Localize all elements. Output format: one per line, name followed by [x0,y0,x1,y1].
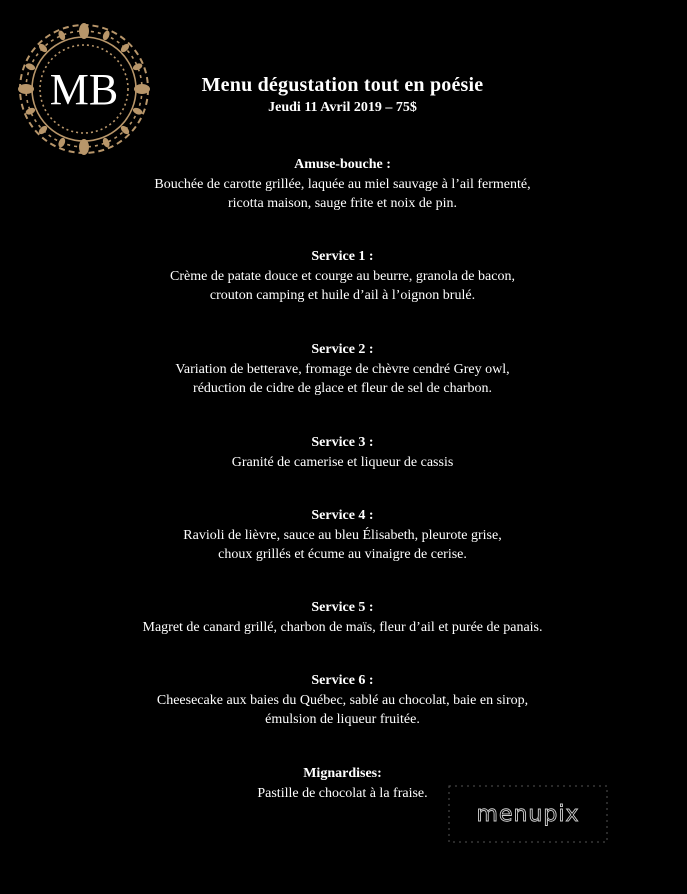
course-heading: Service 1 : [311,249,374,264]
course-heading: Service 4 : [311,508,374,523]
course-service-3 [90,433,595,472]
course-heading: Mignardises: [303,766,382,781]
course-line: crouton camping et huile d’ail à l’oignon brulé. [209,288,476,303]
course-line: Bouchée de carotte grillée, laquée au miel sauvage à l’ail fermenté, [154,176,531,192]
course-line: Crème de patate douce et courge au beurre, granola de bacon, [170,268,515,284]
course-service-6 [90,671,595,730]
course-heading: Service 6 : [311,673,374,688]
logo-monogram: MB [49,65,119,114]
course-heading: Amuse-bouche : [294,157,391,172]
course-amuse-bouche [90,155,595,214]
mb-logo [10,20,158,158]
course-heading: Service 2 : [311,342,374,357]
course-line: choux grillés et écume au vinaigre de cerise. [218,547,467,562]
logo-ornament [18,84,34,94]
course-line: ricotta maison, sauge frite et noix de pin. [228,196,457,211]
logo-ornament [57,137,66,149]
logo-ornament [25,62,37,71]
course-service-2 [90,340,595,399]
menu-title: Menu dégustation tout en poésie [201,74,484,96]
course-line: émulsion de liqueur fruitée. [265,712,420,727]
course-service-5 [90,598,595,637]
logo-ornament [102,30,111,42]
logo-ornament [79,23,89,39]
course-line: Variation de betterave, fromage de chèvre cendré Grey owl, [175,361,510,377]
logo-ornament [132,107,144,116]
menupix-watermark [448,785,608,843]
menu-header [160,72,525,117]
watermark-text: menupix [476,802,580,827]
logo-ornament [134,84,150,94]
course-heading: Service 3 : [311,435,374,450]
course-heading: Service 5 : [311,600,374,615]
course-service-4 [90,506,595,565]
course-line: Cheesecake aux baies du Québec, sablé au chocolat, baie en sirop, [156,692,529,708]
logo-ornament [79,139,89,155]
course-line: Granité de camerise et liqueur de cassis [231,454,454,470]
course-line: réduction de cidre de glace et fleur de sel de charbon. [193,381,492,396]
course-service-1 [90,247,595,306]
menu-date-price: Jeudi 11 Avril 2019 – 75$ [268,100,417,115]
course-line: Ravioli de lièvre, sauce au bleu Élisabeth, pleurote grise, [183,527,502,543]
course-line: Magret de canard grillé, charbon de maïs, fleur d’ail et purée de panais. [142,619,543,635]
course-line: Pastille de chocolat à la fraise. [257,785,428,801]
